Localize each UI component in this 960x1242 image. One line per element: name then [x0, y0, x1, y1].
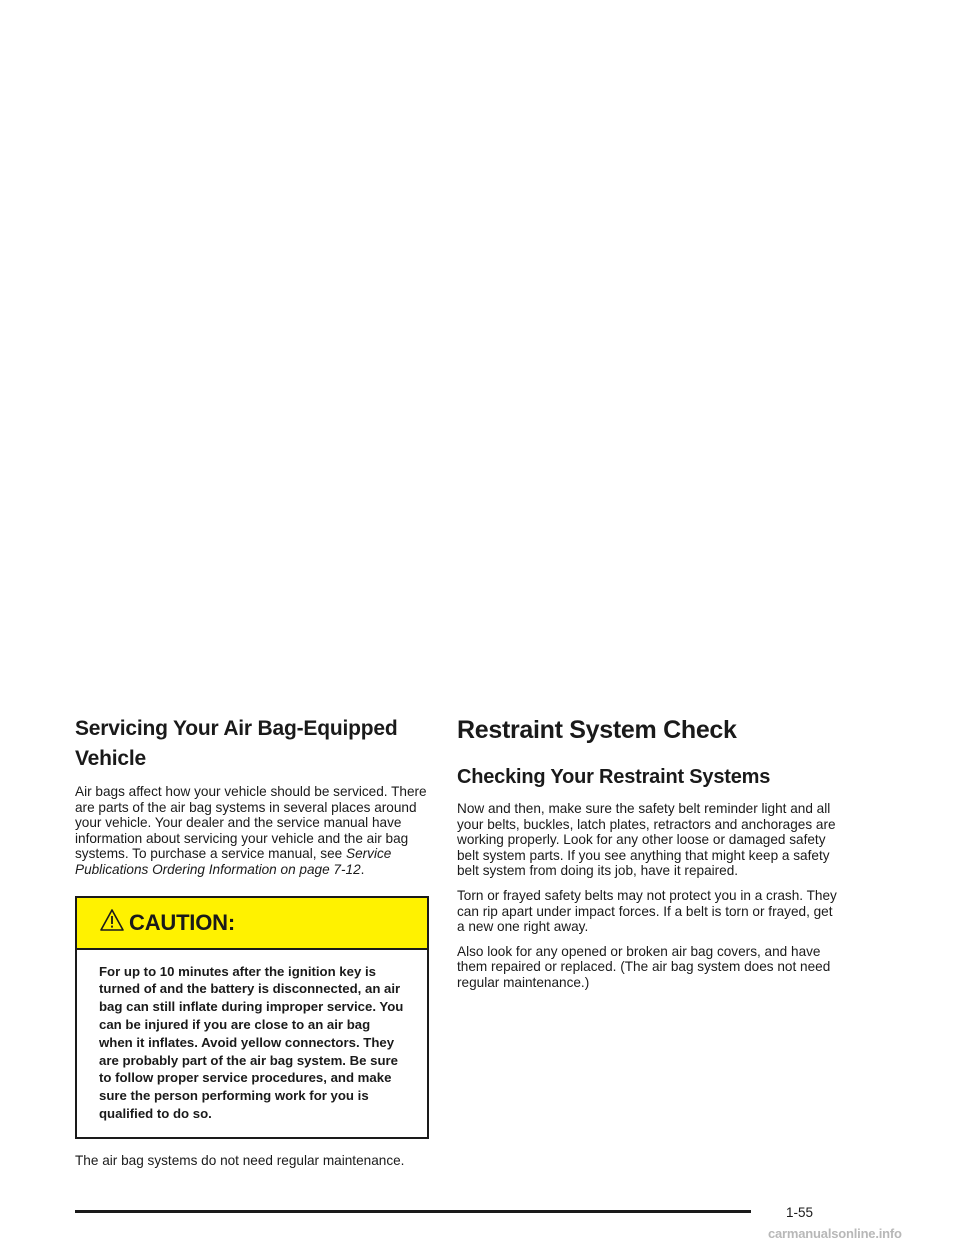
- right-column: [457, 713, 837, 1000]
- caution-banner: [77, 898, 427, 950]
- section-heading-servicing: Servicing Your Air Bag-Equipped Vehicle: [75, 717, 398, 770]
- warning-triangle-icon: [99, 907, 125, 933]
- service-publications-reference: Service Publications Ordering Information on page 7-12: [75, 846, 392, 877]
- caution-title: CAUTION:: [129, 909, 235, 935]
- servicing-paragraph: [75, 784, 432, 878]
- caution-text: For up to 10 minutes after the ignition key is turned of and the battery is disconnected, an air bag can still inflate during improper service. You can be injured if you are close to an air bag when it inflates. Avoid yellow connectors. They are probably part of the air bag system. Be sure to follow proper service procedures, and make sure the person performing work for you is qualified to do so.: [99, 963, 404, 1121]
- left-column: [75, 714, 432, 1177]
- page-number: 1-55: [786, 1205, 814, 1220]
- restraint-paragraph-3: Also look for any opened or broken air bag covers, and have them repaired or replaced. (The air bag system does not need regular maintenance.): [457, 943, 831, 990]
- restraint-paragraph-2: Torn or frayed safety belts may not protect you in a crash. They can rip apart under impact forces. If a belt is torn or frayed, get a new one right away.: [457, 887, 837, 935]
- subheading-checking-restraints: Checking Your Restraint Systems: [457, 766, 771, 788]
- servicing-paragraph-end: .: [360, 861, 365, 877]
- servicing-paragraph-text: Air bags affect how your vehicle should be serviced. There are parts of the air bag systems in several places around your vehicle. Your dealer and the service manual have information about servicing your vehicle and the air bag systems. To purchase a service manual, see: [75, 784, 427, 862]
- caution-box: [75, 896, 429, 1139]
- section-title-restraint-check: Restraint System Check: [457, 716, 737, 744]
- footer-rule: [75, 1210, 751, 1213]
- maintenance-note: The air bag systems do not need regular maintenance.: [75, 1152, 405, 1168]
- watermark: carmanualsonline.info: [768, 1226, 902, 1241]
- restraint-paragraph-1: Now and then, make sure the safety belt reminder light and all your belts, buckles, latch plates, retractors and anchorages are working properly. Look for any other loose or damaged safety belt system parts. If you see anything that might keep a safety belt system from doing its job, have it repaired.: [457, 801, 836, 879]
